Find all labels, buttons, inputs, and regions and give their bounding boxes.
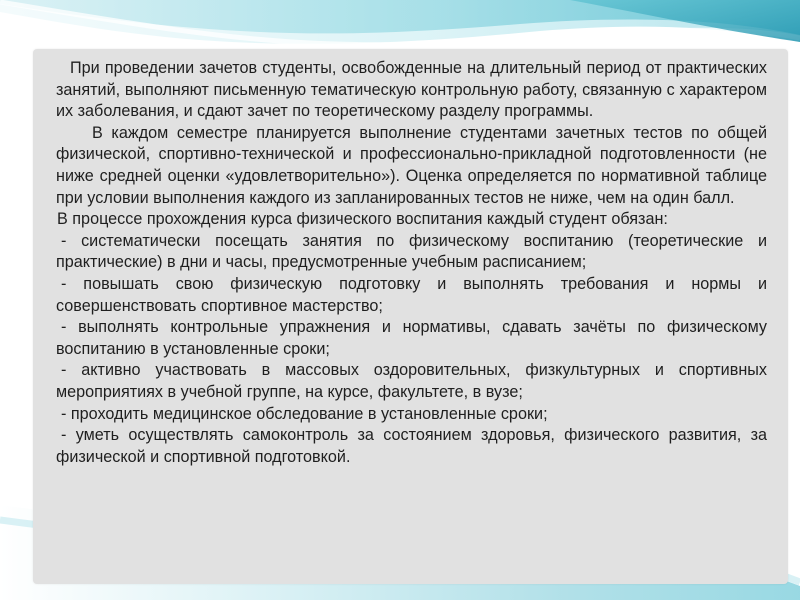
- semester-paragraph: В каждом семестре планируется выполнение студентами зачетных тестов по общей физической, спортивно-технической и профессионально-прикладной подготовленности (не ниже средней оценки «удовлетворительно»). Оценка определяется по нормативной таблице при условии выполнения каждого из запланированных тестов не ниже, чем на один балл.: [56, 123, 767, 207]
- duty-item-physical-preparation: - повышать свою физическую подготовку и выполнять требования и нормы и совершенствовать спортивное мастерство;: [56, 274, 767, 315]
- duty-item-self-control: - уметь осуществлять самоконтроль за состоянием здоровья, физического развития, за физической и спортивной подготовкой.: [56, 426, 767, 466]
- duty-item-control-exercises: - выполнять контрольные упражнения и нормативы, сдавать зачёты по физическому воспитанию в установленные сроки;: [56, 318, 767, 358]
- duty-item-participation: - активно участвовать в массовых оздоровительных, физкультурных и спортивных мероприятиях в учебной группе, на курсе, факультете, в вузе;: [56, 361, 767, 401]
- duty-intro-paragraph: В процессе прохождения курса физического воспитания каждый студент обязан:: [57, 210, 668, 229]
- intro-paragraph: При проведении зачетов студенты, освобожденные на длительный период от практических занятий, выполняют письменную тематическую контрольную работу, связанную с характером их заболевания, и сдают зачет по теоретическому разделу программы.: [56, 59, 767, 121]
- duty-item-medical-exam: - проходить медицинское обследование в установленные сроки;: [61, 404, 548, 423]
- duty-item-attendance: - систематически посещать занятия по физическому воспитанию (теоретические и практические) в дни и часы, предусмотренные учебным расписанием;: [56, 231, 767, 272]
- slide-text-block: [56, 58, 767, 468]
